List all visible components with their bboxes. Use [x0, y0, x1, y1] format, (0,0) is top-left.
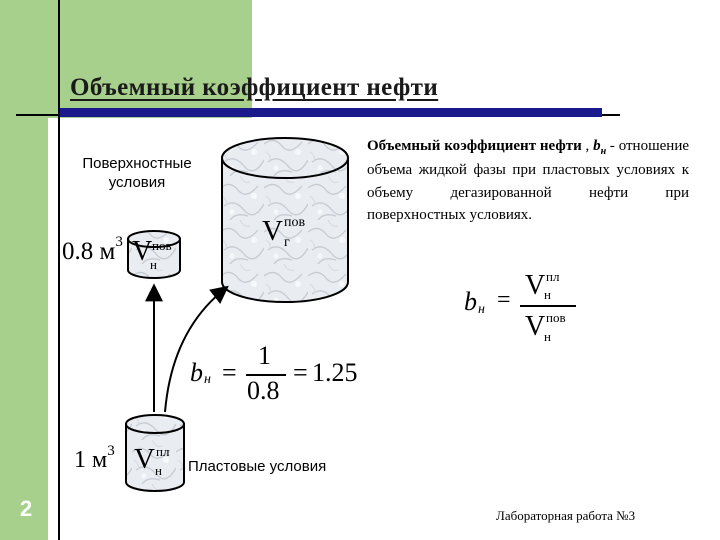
example-lhs: b	[190, 358, 203, 387]
bottom-cylinder-symbol: V	[134, 443, 155, 475]
big-cylinder-symbol-sub: г	[284, 235, 290, 250]
slide-title: Объемный коэффициент нефти	[70, 74, 439, 101]
top-volume-value: 0.8	[62, 238, 94, 265]
definition-term: Объемный коэффициент нефти	[367, 138, 582, 154]
top-cylinder-symbol-sup: пов	[152, 238, 172, 253]
definition-symbol: b	[593, 138, 601, 154]
example-denominator: 0.8	[247, 376, 280, 405]
def-numerator-sup: пл	[546, 269, 560, 284]
big-cylinder-symbol: V	[262, 215, 283, 247]
def-denominator-base: V	[525, 311, 546, 342]
definition-text: Объемный коэффициент нефти , $b_н$ - отношение объема жидкой фазы при пластовых условиях к объему дегазированной нефти при поверхностных условиях.	[367, 138, 690, 223]
bottom-volume-unit-exp: 3	[107, 443, 115, 459]
example-lhs-sub: н	[204, 372, 211, 387]
definition-body: - отношение объема жидкой фазы при пластовых условиях к объему дегазированной нефти при поверхностных условиях.	[367, 138, 690, 223]
bottom-cylinder-symbol-sub: н	[155, 463, 162, 478]
top-volume-unit: м	[99, 238, 116, 265]
example-result: 1.25	[312, 358, 358, 387]
bottom-cylinder-volume	[74, 443, 115, 474]
top-cylinder-volume	[62, 234, 123, 266]
example-eq: =	[222, 358, 237, 387]
bottom-cylinder-symbol-sup: пл	[156, 444, 170, 459]
bottom-volume-unit: м	[92, 447, 108, 473]
footer-text: Лабораторная работа №3	[496, 508, 636, 523]
arrow-curved	[165, 288, 226, 412]
example-result-eq: =	[293, 358, 308, 387]
example-numerator: 1	[258, 341, 271, 370]
surface-conditions-label: Поверхностные условия	[82, 155, 192, 191]
def-numerator-sub: н	[544, 287, 551, 302]
top-cylinder-symbol: V	[132, 236, 153, 267]
big-cylinder-symbol-sup: пов	[284, 215, 306, 230]
def-numerator-base: V	[525, 270, 546, 301]
page-number: 2	[20, 496, 33, 521]
def-formula-lhs: b	[464, 287, 477, 316]
top-cylinder-symbol-sub: н	[150, 257, 157, 272]
reservoir-conditions-label: Пластовые условия	[188, 458, 327, 475]
bottom-volume-value: 1	[74, 447, 86, 473]
top-volume-unit-exp: 3	[115, 234, 123, 250]
def-denominator-sub: н	[544, 329, 551, 344]
definition-symbol-sub: н	[600, 146, 607, 157]
def-denominator-sup: пов	[546, 310, 566, 325]
def-formula-eq: =	[497, 287, 511, 313]
def-formula-lhs-sub: н	[478, 302, 485, 317]
def-fraction-line	[520, 305, 576, 307]
